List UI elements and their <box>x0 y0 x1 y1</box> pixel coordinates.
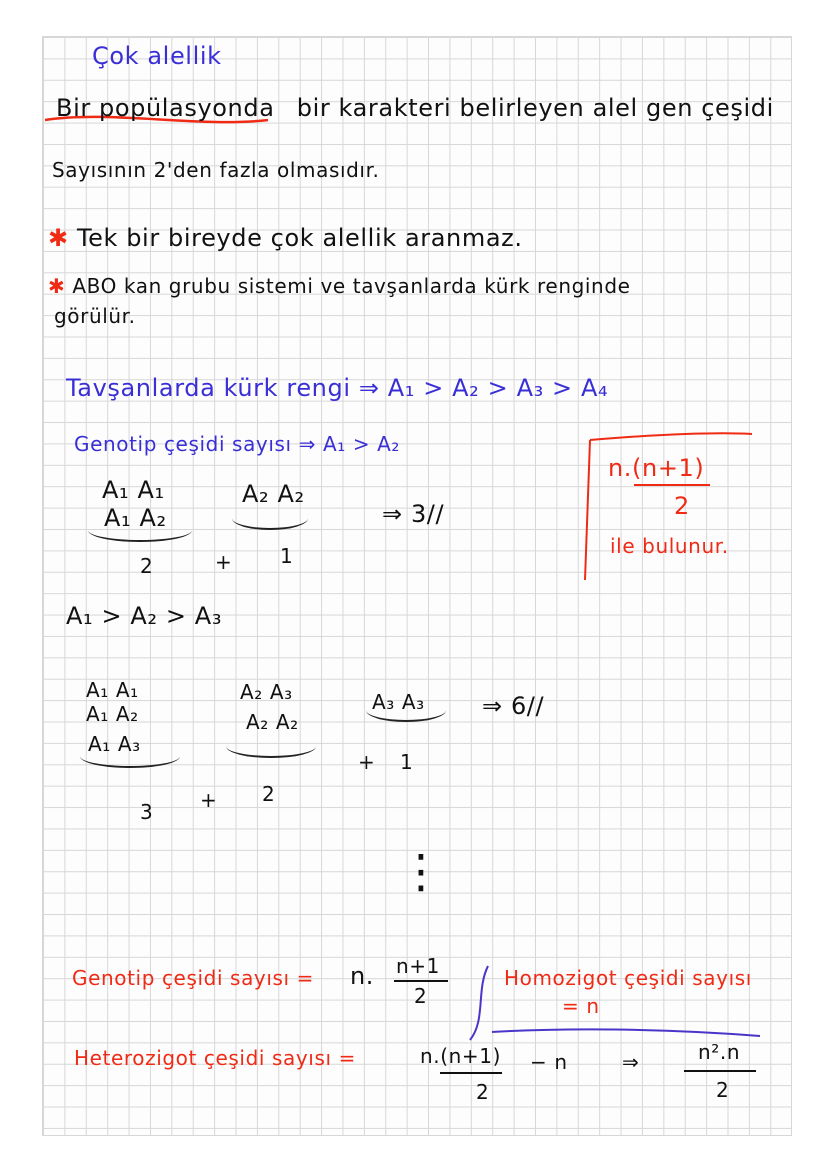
definition-line2: Sayısının 2'den fazla olmasıdır. <box>52 158 380 182</box>
example-group2-row1: A₂ A₂ <box>242 480 305 508</box>
example2-group3-count: 1 <box>400 750 414 774</box>
hetero-minus-n: − n <box>530 1050 568 1074</box>
example2-group1-count: 3 <box>140 800 154 824</box>
summary-genotype-numerator: n+1 <box>396 954 440 978</box>
definition-line1 <box>56 96 774 120</box>
note-2 <box>48 276 631 296</box>
example-group1-row1: A₁ A₁ <box>102 476 165 504</box>
example2-heading: A₁ > A₂ > A₃ <box>66 602 223 630</box>
group2-count: 1 <box>280 544 294 568</box>
example2-group1-row2: A₁ A₂ <box>86 702 139 726</box>
example-heading: Tavşanlarda kürk rengi ⇒ A₁ > A₂ > A₃ > A₄ <box>66 374 609 402</box>
example2-group2-count: 2 <box>262 782 276 806</box>
definition-underlined-term: Bir popülasyonda <box>56 94 275 122</box>
page-title: Çok alellik <box>92 42 222 70</box>
summary-genotype-fraction-bar <box>394 980 448 982</box>
note-2-continuation: görülür. <box>54 304 136 328</box>
group1-count: 2 <box>140 554 154 578</box>
hetero-final-fraction-bar <box>684 1070 756 1072</box>
result-1: ⇒ 3// <box>382 500 445 528</box>
example-group1-row2: A₁ A₂ <box>104 504 167 532</box>
hetero-denominator: 2 <box>476 1080 490 1104</box>
hetero-final-numerator: n².n <box>698 1040 741 1064</box>
definition-line1-rest: bir karakteri belirleyen alel gen çeşidi <box>296 94 774 122</box>
note-1 <box>48 226 523 250</box>
note-1-text: Tek bir bireyde çok alellik aranmaz. <box>76 224 523 252</box>
example2-group1-row1: A₁ A₁ <box>86 678 139 702</box>
homozygote-bracket <box>470 966 488 1040</box>
ellipsis: ⋮ <box>398 844 444 898</box>
genotype-label: Genotip çeşidi sayısı ⇒ A₁ > A₂ <box>74 432 401 456</box>
hetero-fraction-bar <box>440 1072 502 1074</box>
formula-numerator: n.(n+1) <box>608 454 705 482</box>
example2-plus-2: + <box>358 750 376 774</box>
formula-caption: ile bulunur. <box>610 534 729 558</box>
summary-genotype-prefix: n. <box>350 962 375 990</box>
homozygote-underline <box>492 1029 760 1036</box>
example2-result: ⇒ 6// <box>482 692 545 720</box>
hetero-label: Heterozigot çeşidi sayısı = <box>74 1046 356 1070</box>
example2-plus-1: + <box>200 788 218 812</box>
asterisk-icon: ✱ <box>48 274 66 298</box>
asterisk-icon: ✱ <box>48 224 69 252</box>
example2-group1-row3: A₁ A₃ <box>88 732 141 756</box>
example2-group3-row1: A₃ A₃ <box>372 690 425 714</box>
hetero-arrow: ⇒ <box>622 1050 640 1074</box>
note-2-text: ABO kan grubu sistemi ve tavşanlarda kürk renginde <box>72 274 631 298</box>
homozygote-value: = n <box>562 994 600 1018</box>
hetero-numerator: n.(n+1) <box>420 1044 501 1068</box>
formula-fraction-bar <box>634 484 710 486</box>
summary-genotype-denominator: 2 <box>414 984 428 1008</box>
homozygote-label: Homozigot çeşidi sayısı <box>504 966 752 990</box>
summary-genotype-label: Genotip çeşidi sayısı = <box>72 966 315 990</box>
example2-group2-row1: A₂ A₃ <box>240 680 293 704</box>
plus-sign: + <box>215 550 233 574</box>
example2-group2-row2: A₂ A₂ <box>246 710 299 734</box>
hetero-final-denominator: 2 <box>716 1078 730 1102</box>
formula-denominator: 2 <box>674 492 690 520</box>
